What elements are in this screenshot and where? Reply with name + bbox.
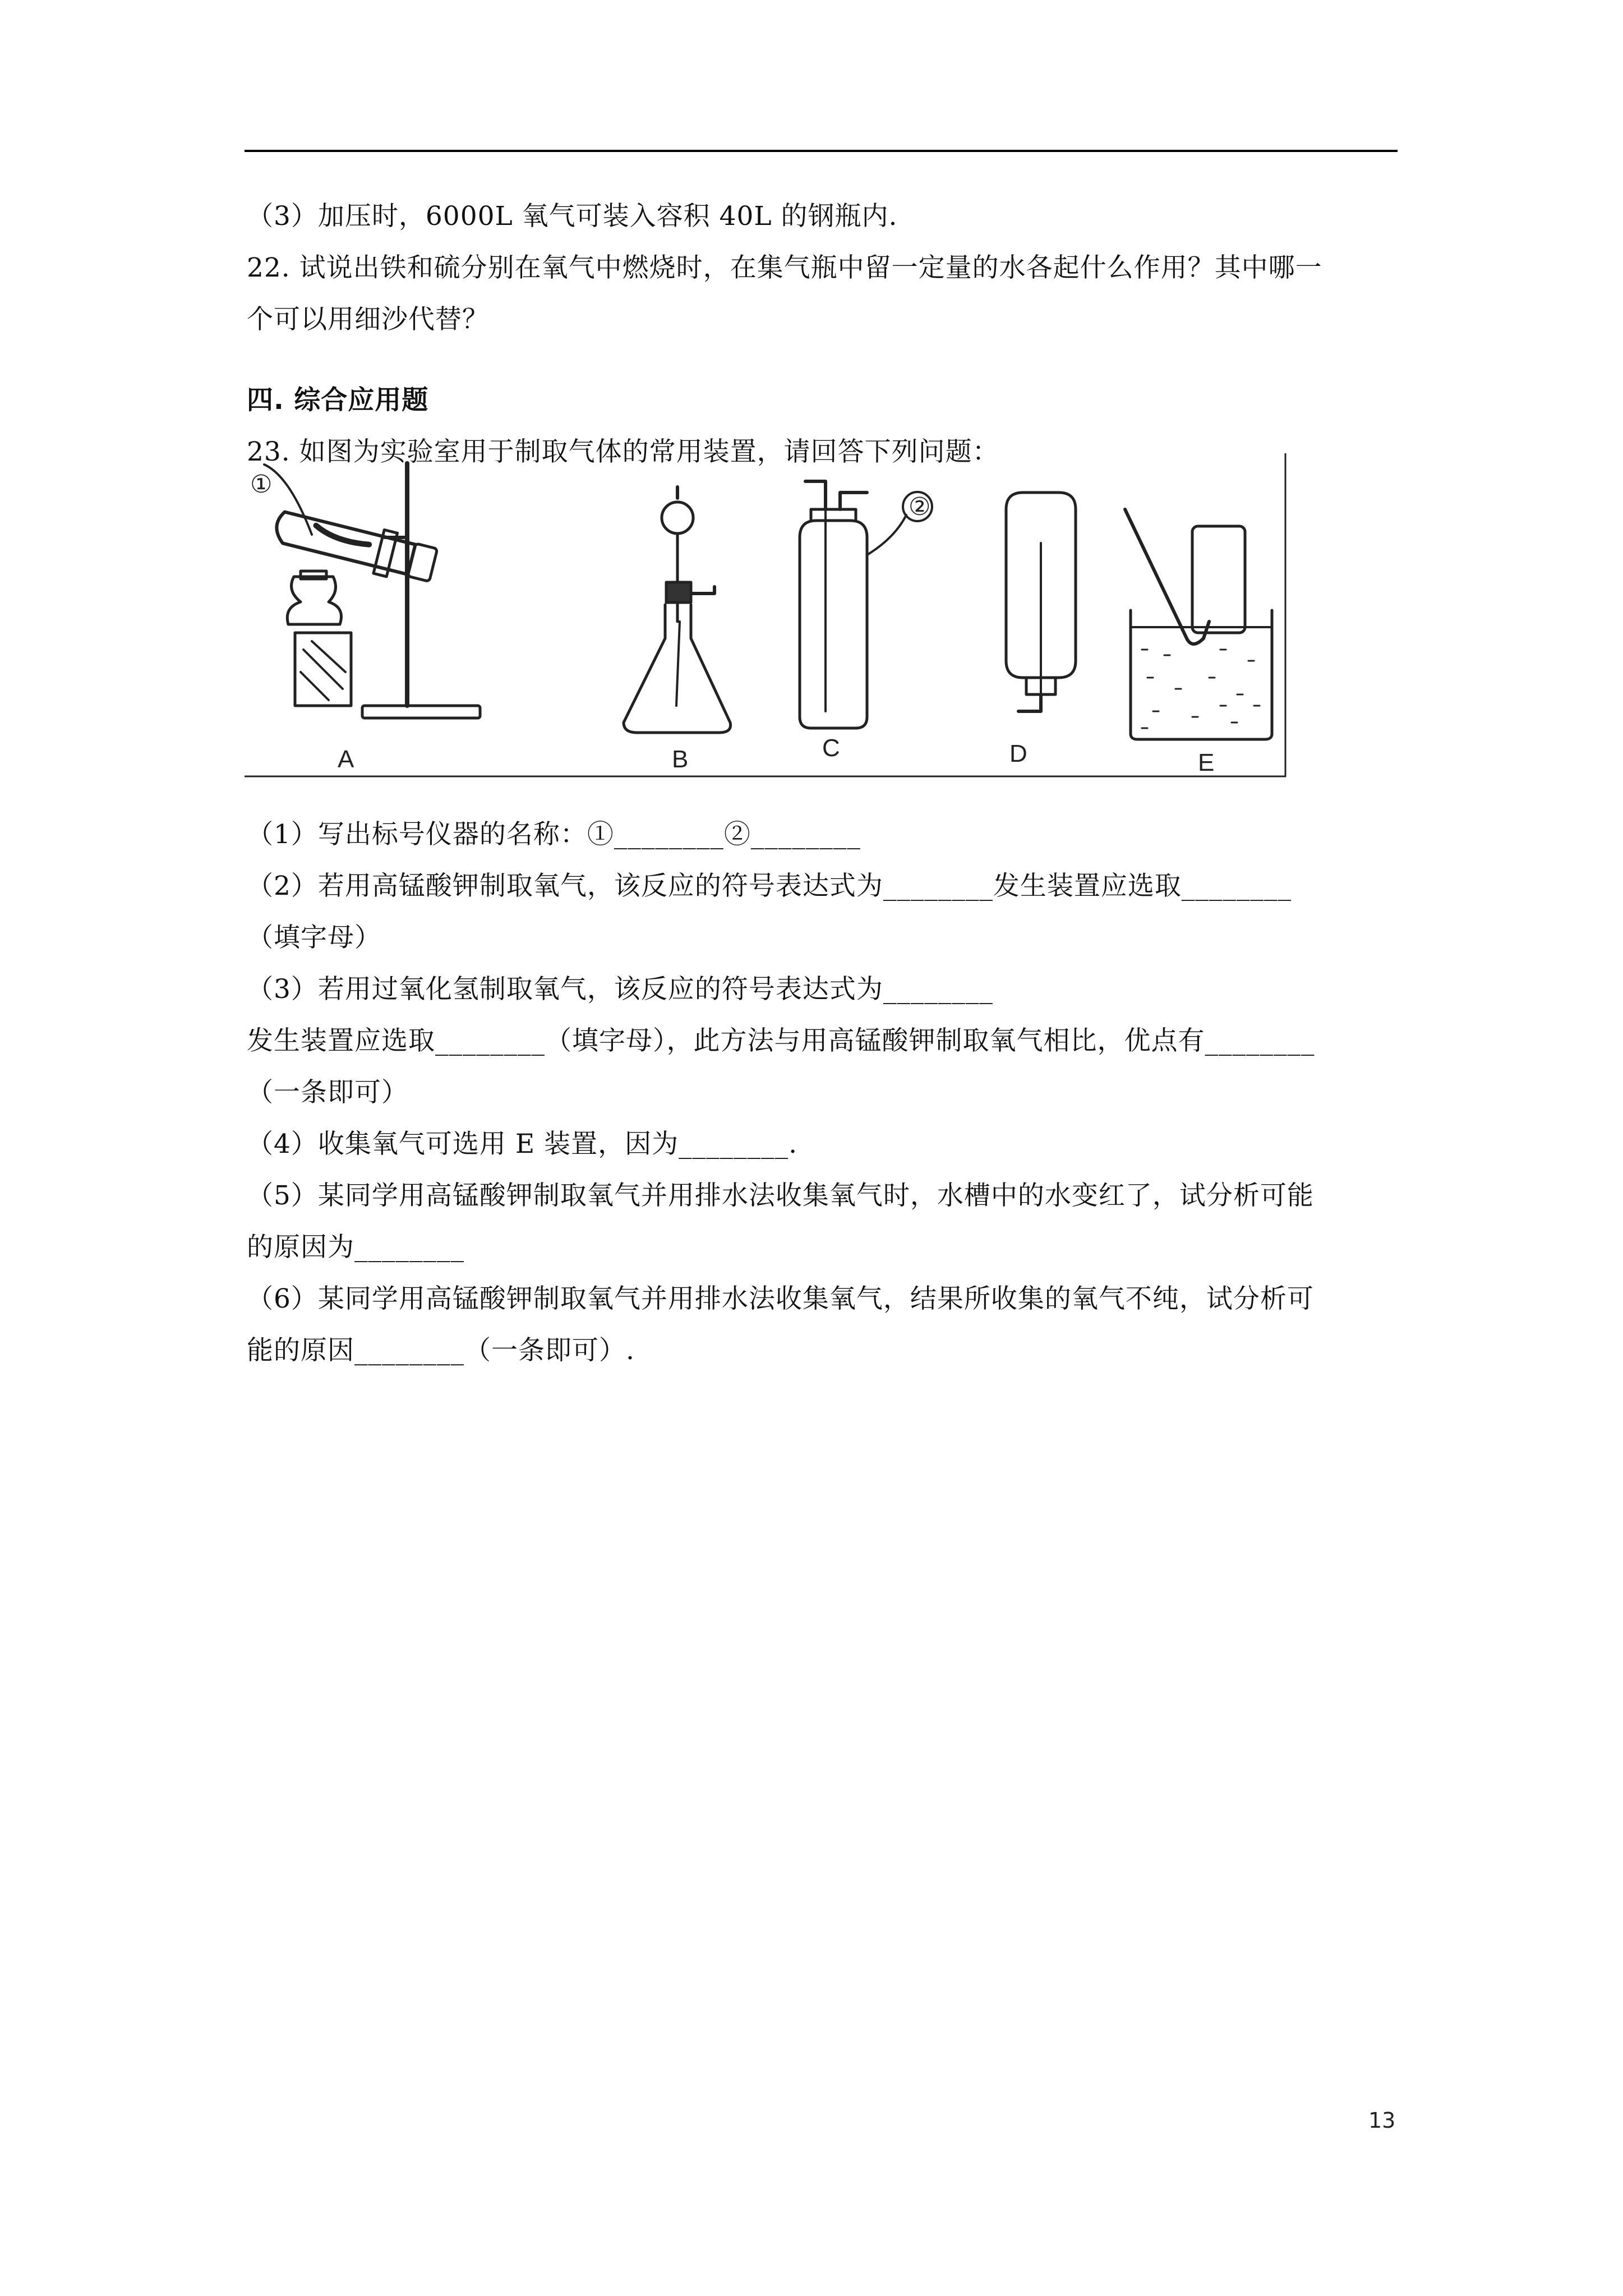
lab-apparatus-figure bbox=[245, 453, 1289, 780]
label-e: E bbox=[1198, 749, 1215, 776]
marker-one: ① bbox=[250, 471, 273, 498]
question-23-sub-6-line-2: 能的原因________（一条即可）. bbox=[247, 1335, 635, 1366]
apparatus-e bbox=[1125, 509, 1272, 739]
question-23-sub-6-line-1: （6）某同学用高锰酸钾制取氧气并用排水法收集氧气，结果所收集的氧气不纯，试分析可 bbox=[247, 1283, 1314, 1314]
label-d: D bbox=[1009, 740, 1027, 767]
apparatus-b bbox=[624, 487, 731, 733]
question-23-sub-2-line-1: （2）若用高锰酸钾制取氧气，该反应的符号表达式为________发生装置应选取________ bbox=[247, 871, 1292, 901]
question-22-line-2: 个可以用细沙代替？ bbox=[247, 304, 489, 335]
question-23-sub-3-line-3: （一条即可） bbox=[247, 1077, 408, 1108]
marker-two: ② bbox=[909, 493, 931, 521]
document-body bbox=[247, 191, 1398, 1377]
section-heading: 四. 综合应用题 bbox=[247, 385, 429, 416]
label-a: A bbox=[338, 746, 354, 773]
label-b: B bbox=[672, 746, 689, 773]
header-rule bbox=[245, 150, 1398, 152]
question-23-sub-1: （1）写出标号仪器的名称：①________②________ bbox=[247, 819, 861, 850]
question-22-line-1: 22. 试说出铁和硫分别在氧气中燃烧时，在集气瓶中留一定量的水各起什么作用？其中哪一 bbox=[247, 252, 1322, 283]
page-number: 13 bbox=[1368, 2108, 1396, 2133]
question-23-sub-4: （4）收集氧气可选用 E 装置，因为________. bbox=[247, 1129, 798, 1159]
apparatus-d bbox=[1006, 493, 1076, 711]
line-question-21-part-3: （3）加压时，6000L 氧气可装入容积 40L 的钢瓶内. bbox=[247, 201, 898, 232]
apparatus-a bbox=[264, 463, 480, 718]
question-23-sub-5-line-2: 的原因为________ bbox=[247, 1232, 464, 1263]
label-c: C bbox=[822, 734, 840, 762]
question-23-sub-2-line-2: （填字母） bbox=[247, 922, 381, 953]
apparatus-diagram bbox=[245, 453, 1289, 780]
question-23-stem: 23. 如图为实验室用于制取气体的常用装置，请回答下列问题： bbox=[247, 436, 999, 467]
question-23-sub-5-line-1: （5）某同学用高锰酸钾制取氧气并用排水法收集氧气时，水槽中的水变红了，试分析可能 bbox=[247, 1180, 1314, 1211]
question-23-sub-3-line-2: 发生装置应选取________（填字母），此方法与用高锰酸钾制取氧气相比，优点有________ bbox=[247, 1025, 1315, 1056]
question-23-sub-3-line-1: （3）若用过氧化氢制取氧气，该反应的符号表达式为________ bbox=[247, 974, 993, 1005]
